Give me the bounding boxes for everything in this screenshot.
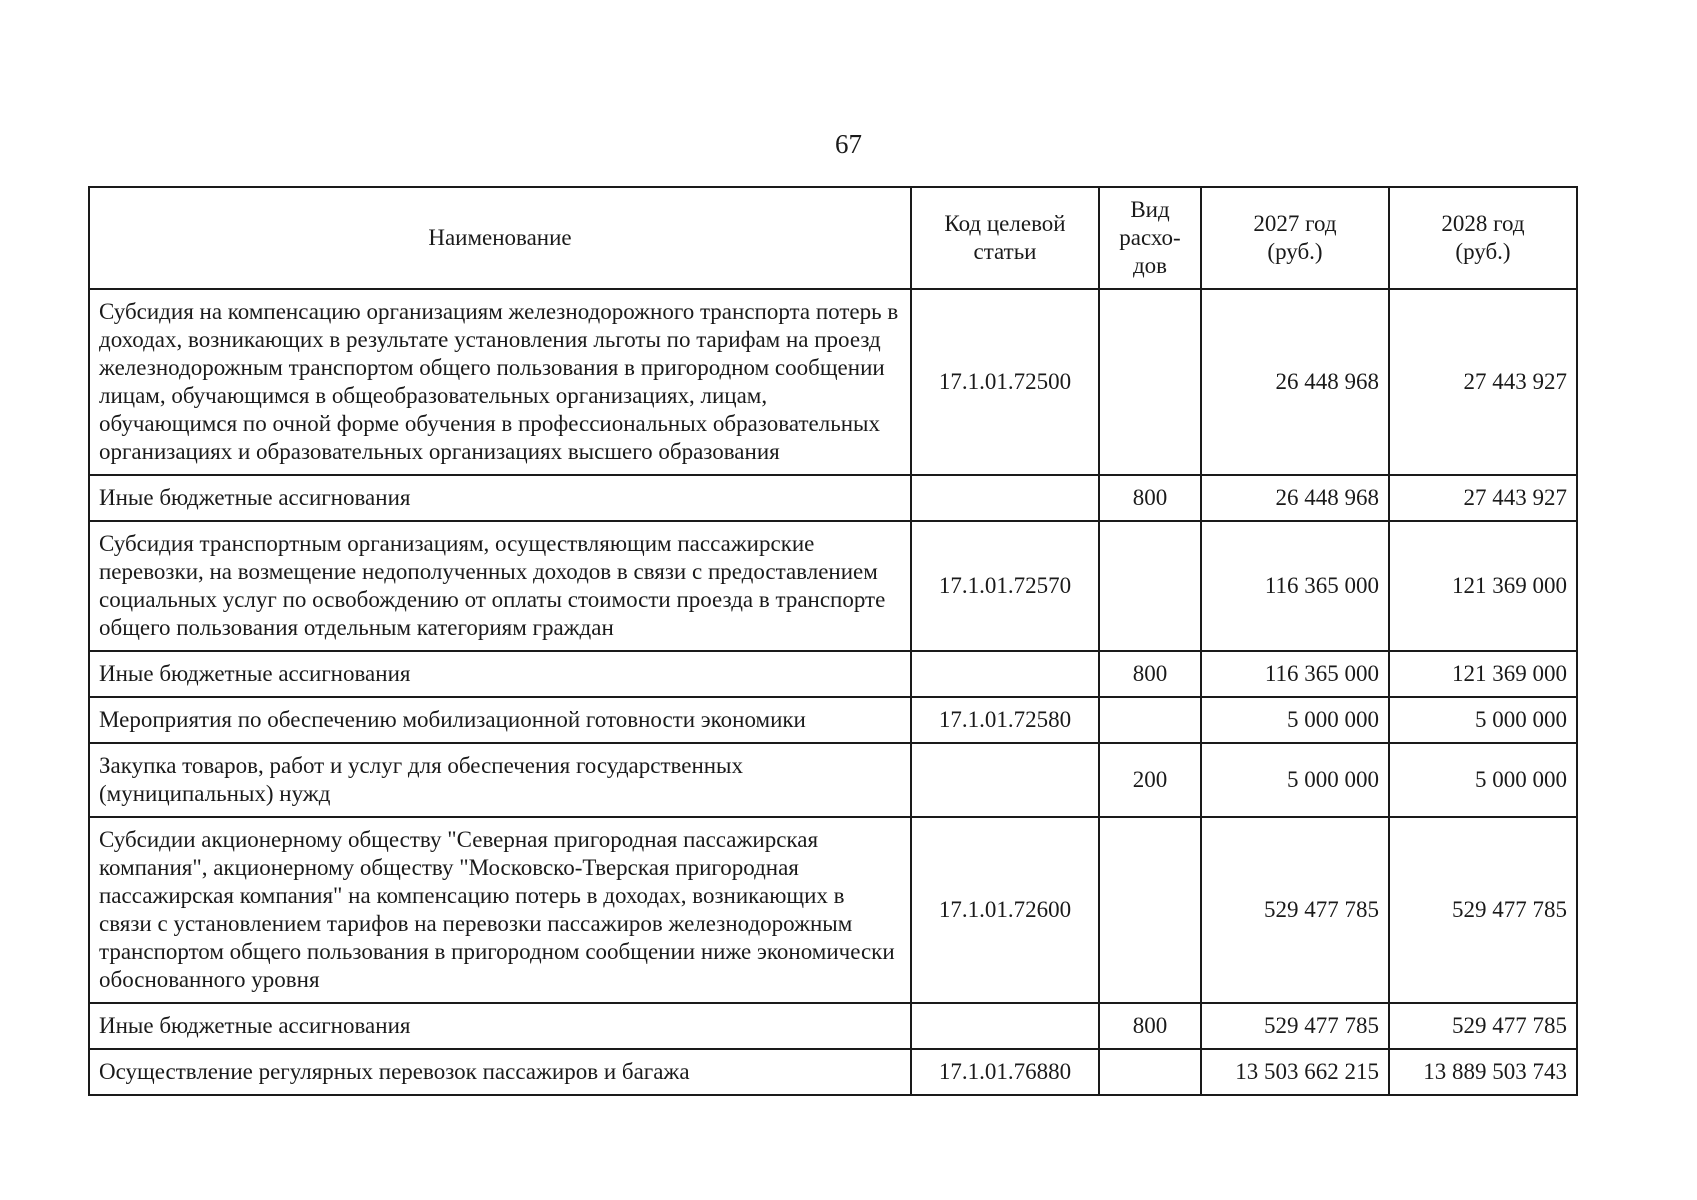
row-name: Субсидия транспортным организациям, осуществляющим пассажирские перевозки, на возмещение недополученных доходов в связи с предоставлением социальных услуг по освобождению от оплаты стоимости проезда в транспорте общего пользования отдельным категориям граждан — [89, 521, 911, 651]
header-target-code — [911, 187, 1099, 289]
header-target-code-line2: статьи — [973, 239, 1037, 264]
row-name: Закупка товаров, работ и услуг для обеспечения государственных (муниципальных) нужд — [89, 743, 911, 817]
table-row — [89, 475, 1577, 521]
table-row — [89, 289, 1577, 475]
row-amount-2027: 26 448 968 — [1201, 289, 1389, 475]
header-expense-type — [1099, 187, 1201, 289]
row-expense-type — [1099, 817, 1201, 1003]
table-row — [89, 743, 1577, 817]
table-header-row — [89, 187, 1577, 289]
row-target-code: 17.1.01.76880 — [911, 1049, 1099, 1095]
row-amount-2028: 5 000 000 — [1389, 743, 1577, 817]
row-amount-2028: 121 369 000 — [1389, 521, 1577, 651]
header-year-2028-line1: 2028 год — [1441, 211, 1525, 236]
header-name: Наименование — [89, 187, 911, 289]
row-expense-type: 800 — [1099, 651, 1201, 697]
header-year-2028 — [1389, 187, 1577, 289]
page-number: 67 — [835, 129, 862, 159]
row-target-code — [911, 1003, 1099, 1049]
header-target-code-line1: Код целевой — [944, 211, 1066, 236]
row-amount-2028: 529 477 785 — [1389, 1003, 1577, 1049]
table-row — [89, 817, 1577, 1003]
row-name: Иные бюджетные ассигнования — [89, 1003, 911, 1049]
row-amount-2027: 26 448 968 — [1201, 475, 1389, 521]
budget-table — [88, 186, 1578, 1096]
row-expense-type — [1099, 1049, 1201, 1095]
table-row — [89, 697, 1577, 743]
row-amount-2027: 529 477 785 — [1201, 817, 1389, 1003]
header-expense-type-line1: Вид — [1130, 197, 1170, 222]
header-year-2028-line2: (руб.) — [1455, 239, 1511, 264]
row-amount-2027: 116 365 000 — [1201, 521, 1389, 651]
header-year-2027-line2: (руб.) — [1267, 239, 1323, 264]
row-name: Субсидия на компенсацию организациям железнодорожного транспорта потерь в доходах, возникающих в результате установления льготы по тарифам на проезд железнодорожным транспортом общего пользования в пригородном сообщении лицам, обучающимся в общеобразовательных организациях, лицам, обучающимся по очной форме обучения в профессиональных образовательных организациях и образовательных организациях высшего образования — [89, 289, 911, 475]
row-amount-2027: 13 503 662 215 — [1201, 1049, 1389, 1095]
table-row — [89, 1003, 1577, 1049]
row-expense-type — [1099, 697, 1201, 743]
row-name: Иные бюджетные ассигнования — [89, 475, 911, 521]
table-row — [89, 521, 1577, 651]
row-amount-2027: 116 365 000 — [1201, 651, 1389, 697]
row-name: Субсидии акционерному обществу "Северная пригородная пассажирская компания", акционерному обществу "Московско-Тверская пригородная пассажирская компания" на компенсацию потерь в доходах, возникающих в связи с установлением тарифов на перевозки пассажиров железнодорожным транспортом общего пользования в пригородном сообщении ниже экономически обоснованного уровня — [89, 817, 911, 1003]
row-amount-2028: 121 369 000 — [1389, 651, 1577, 697]
row-target-code: 17.1.01.72600 — [911, 817, 1099, 1003]
header-expense-type-line2: расхо- — [1119, 225, 1181, 250]
row-target-code — [911, 651, 1099, 697]
row-target-code: 17.1.01.72570 — [911, 521, 1099, 651]
row-target-code — [911, 475, 1099, 521]
row-expense-type: 800 — [1099, 475, 1201, 521]
row-expense-type — [1099, 289, 1201, 475]
row-amount-2028: 27 443 927 — [1389, 475, 1577, 521]
row-amount-2027: 529 477 785 — [1201, 1003, 1389, 1049]
row-amount-2027: 5 000 000 — [1201, 697, 1389, 743]
header-year-2027-line1: 2027 год — [1253, 211, 1337, 236]
row-amount-2028: 5 000 000 — [1389, 697, 1577, 743]
table-row — [89, 1049, 1577, 1095]
row-name: Мероприятия по обеспечению мобилизационной готовности экономики — [89, 697, 911, 743]
row-expense-type — [1099, 521, 1201, 651]
row-name: Осуществление регулярных перевозок пассажиров и багажа — [89, 1049, 911, 1095]
header-year-2027 — [1201, 187, 1389, 289]
row-target-code — [911, 743, 1099, 817]
row-target-code: 17.1.01.72500 — [911, 289, 1099, 475]
row-expense-type: 200 — [1099, 743, 1201, 817]
header-expense-type-line3: дов — [1132, 253, 1168, 278]
row-amount-2027: 5 000 000 — [1201, 743, 1389, 817]
row-name: Иные бюджетные ассигнования — [89, 651, 911, 697]
row-expense-type: 800 — [1099, 1003, 1201, 1049]
row-target-code: 17.1.01.72580 — [911, 697, 1099, 743]
row-amount-2028: 13 889 503 743 — [1389, 1049, 1577, 1095]
table-row — [89, 651, 1577, 697]
row-amount-2028: 529 477 785 — [1389, 817, 1577, 1003]
row-amount-2028: 27 443 927 — [1389, 289, 1577, 475]
